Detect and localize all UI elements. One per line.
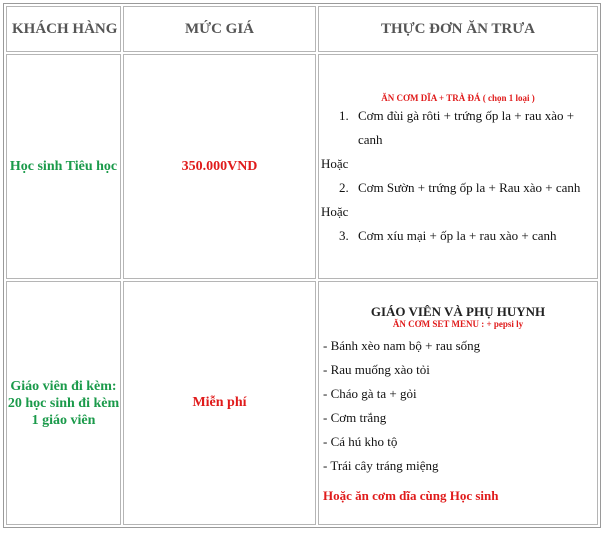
customer-teachers: Giáo viên đi kèm: 20 học sinh đi kèm 1 giáo viên xyxy=(6,281,121,525)
closing-note: Hoặc ăn cơm dĩa cùng Học sinh xyxy=(323,487,499,503)
menu-item xyxy=(319,224,597,248)
item-text: Cơm đùi gà rôti + trứng ốp la + rau xào + canh xyxy=(358,107,575,147)
item-number: 2. xyxy=(339,179,349,195)
dish-item: - Bánh xèo nam bộ + rau sống xyxy=(323,337,481,353)
price-students: 350.000VND xyxy=(123,54,316,279)
menu-item xyxy=(319,104,597,152)
dish-item: - Trái cây tráng miệng xyxy=(323,457,439,473)
menu-note: ĂN CƠM DĨA + TRÀ ĐÁ ( chọn 1 loại ) xyxy=(381,92,535,103)
item-number: 1. xyxy=(339,107,349,123)
item-number: 3. xyxy=(339,227,349,243)
dish-item: - Rau muống xào tỏi xyxy=(323,361,430,377)
menu-teachers xyxy=(318,281,598,525)
customer-students: Học sinh Tiêu học xyxy=(6,54,121,279)
set-menu-title: GIÁO VIÊN VÀ PHỤ HUYNH xyxy=(370,303,546,319)
item-text: Cơm Sườn + trứng ốp la + Rau xào + canh xyxy=(358,179,581,195)
price-teachers: Miễn phí xyxy=(123,281,316,525)
or-label: Hoặc xyxy=(321,203,349,219)
menu-students xyxy=(318,54,598,279)
or-label: Hoặc xyxy=(321,155,349,171)
row-students xyxy=(6,54,598,279)
menu-item xyxy=(319,176,597,200)
header-row xyxy=(6,6,598,52)
header-customer: KHÁCH HÀNG xyxy=(6,6,121,52)
row-teachers xyxy=(6,281,598,525)
dish-item: - Cơm trắng xyxy=(323,409,387,425)
set-menu-subtitle: ĂN CƠM SET MENU : + pepsi ly xyxy=(392,318,524,329)
dish-item: - Cháo gà ta + gỏi xyxy=(323,385,417,401)
lunch-menu-table xyxy=(3,3,601,528)
dish-item: - Cá hú kho tộ xyxy=(323,433,398,449)
header-menu: THỰC ĐƠN ĂN TRƯA xyxy=(318,6,598,52)
header-price: MỨC GIÁ xyxy=(123,6,316,52)
item-text: Cơm xíu mại + ốp la + rau xào + canh xyxy=(358,227,557,243)
